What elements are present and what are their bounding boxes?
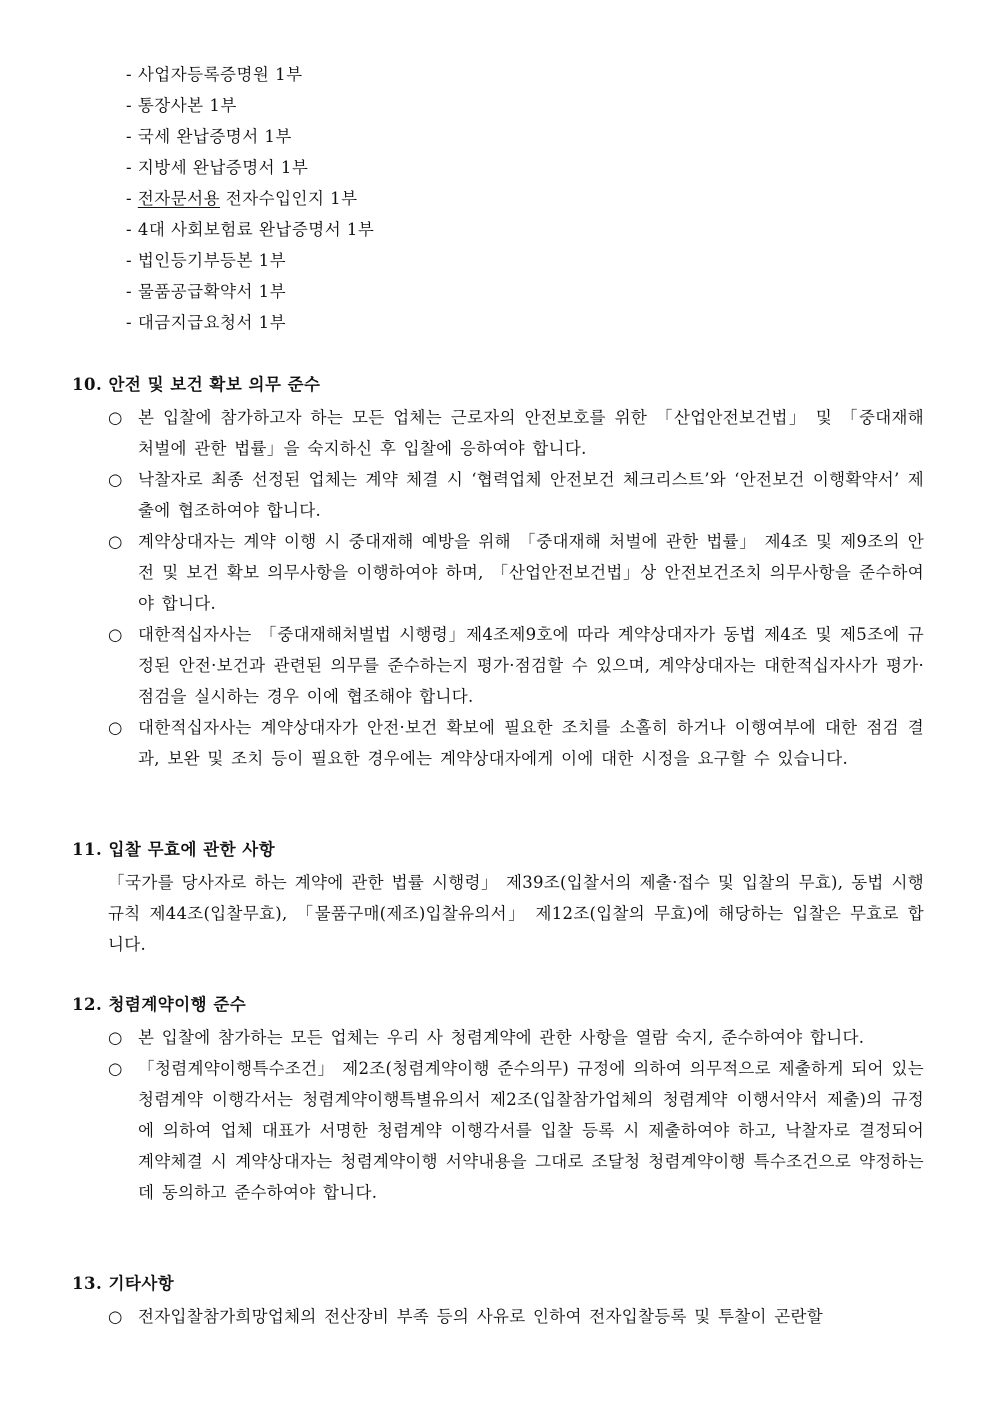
- section-11-bid-invalidity: [72, 836, 924, 960]
- circle-bullet-icon: ○: [108, 1028, 123, 1047]
- list-item: ○ 본 입찰에 참가하는 모든 업체는 우리 사 청렴계약에 관한 사항을 열람 숙지, 준수하여야 합니다.: [72, 1022, 924, 1053]
- list-item: - 국세 완납증명서 1부: [126, 127, 292, 146]
- section-title: 10. 안전 및 보건 확보 의무 준수: [72, 375, 321, 394]
- list-item: - 전자문서용 전자수입인지 1부: [126, 189, 358, 208]
- circle-bullet-icon: ○: [108, 532, 123, 551]
- circle-bullet-icon: ○: [108, 470, 123, 489]
- list-item: - 법인등기부등본 1부: [126, 251, 287, 270]
- list-item: ○ 전자입찰참가희망업체의 전산장비 부족 등의 사유로 인하여 전자입찰등록 및 투찰이 곤란할: [72, 1301, 924, 1332]
- list-item: - 통장사본 1부: [126, 96, 237, 115]
- list-item: - 대금지급요청서 1부: [126, 313, 287, 332]
- list-item: - 사업자등록증명원 1부: [126, 65, 303, 84]
- circle-bullet-icon: ○: [108, 1307, 123, 1326]
- list-item: - 4대 사회보험료 완납증명서 1부: [126, 220, 375, 239]
- list-item: ○ 본 입찰에 참가하고자 하는 모든 업체는 근로자의 안전보호를 위한 「산업안전보건법」 및 「중대재해 처벌에 관한 법률」을 숙지하신 후 입찰에 응하여야 합니다.: [72, 402, 924, 464]
- section-title: 12. 청렴계약이행 준수: [72, 995, 247, 1014]
- section-10-safety: [72, 371, 924, 774]
- list-item: ○ 계약상대자는 계약 이행 시 중대재해 예방을 위해 「중대재해 처벌에 관한 법률」 제4조 및 제9조의 안전 및 보건 확보 의무사항을 이행하여야 하며, 「산업안전보건법」상 안전보건조치 의무사항을 준수하여야 합니다.: [72, 526, 924, 619]
- circle-bullet-icon: ○: [108, 625, 123, 644]
- list-item: ○ 대한적십자사는 계약상대자가 안전·보건 확보에 필요한 조치를 소홀히 하거나 이행여부에 대한 점검 결과, 보완 및 조치 등이 필요한 경우에는 계약상대자에게 이에 대한 시정을 요구할 수 있습니다.: [72, 712, 924, 774]
- list-item: ○ 대한적십자사는 「중대재해처벌법 시행령」제4조제9호에 따라 계약상대자가 동법 제4조 및 제5조에 규정된 안전·보건과 관련된 의무를 준수하는지 평가·점검할 수 있으며, 계약상대자는 대한적십자사가 평가·점검을 실시하는 경우 이에 협조해야 합니다.: [72, 619, 924, 712]
- section-12-integrity: [72, 991, 924, 1208]
- list-item: ○ 낙찰자로 최종 선정된 업체는 계약 체결 시 ‘협력업체 안전보건 체크리스트’와 ‘안전보건 이행확약서’ 제출에 협조하여야 합니다.: [72, 464, 924, 526]
- circle-bullet-icon: ○: [108, 408, 123, 427]
- list-item: - 지방세 완납증명서 1부: [126, 158, 309, 177]
- paragraph: 「국가를 당사자로 하는 계약에 관한 법률 시행령」 제39조(입찰서의 제출·접수 및 입찰의 무효), 동법 시행규칙 제44조(입찰무효), 「물품구매(제조)입찰유의서」 제12조(입찰의 무효)에 해당하는 입찰은 무효로 합니다.: [108, 873, 924, 954]
- circle-bullet-icon: ○: [108, 1059, 123, 1078]
- circle-bullet-icon: ○: [108, 718, 123, 737]
- list-item: ○ 「청렴계약이행특수조건」 제2조(청렴계약이행 준수의무) 규정에 의하여 의무적으로 제출하게 되어 있는 청렴계약 이행각서는 청렴계약이행특별유의서 제2조(입찰참가업체의 청렴계약 이행서약서 제출)의 규정에 의하여 업체 대표가 서명한 청렴계약 이행각서를 입찰 등록 시 제출하여야 하고, 낙찰자로 결정되어 계약체결 시 계약상대자는 청렴계약이행 서약내용을 그대로 조달청 청렴계약이행 특수조건으로 약정하는데 동의하고 준수하여야 합니다.: [72, 1053, 924, 1208]
- required-documents-list: [126, 62, 374, 341]
- section-13-misc: [72, 1270, 924, 1332]
- section-title: 13. 기타사항: [72, 1274, 175, 1293]
- list-item: - 물품공급확약서 1부: [126, 282, 287, 301]
- underlined-text: 전자문서용: [137, 189, 221, 208]
- section-title: 11. 입찰 무효에 관한 사항: [72, 840, 276, 859]
